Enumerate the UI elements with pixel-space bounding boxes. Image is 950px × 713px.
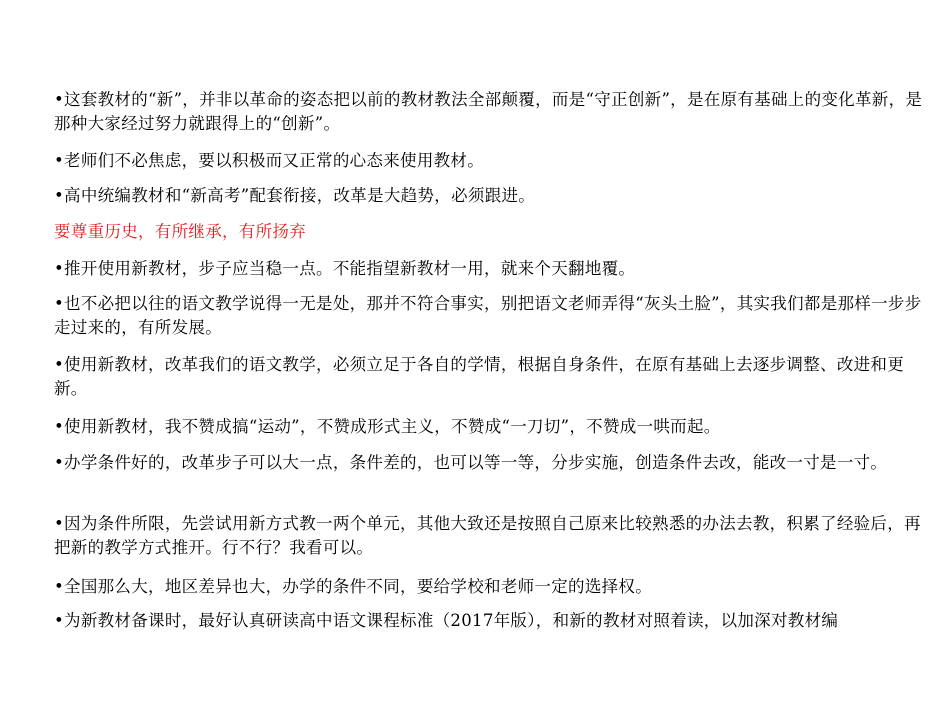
paragraph-try-units: •因为条件所限，先尝试用新方式教一两个单元，其他大致还是按照自己原来比较熟悉的办法去教，积累了经验后，再把新的教学方式推开。行不行？我看可以。	[54, 514, 921, 557]
paragraph-past-teaching: •也不必把以往的语文教学说得一无是处，那并不符合事实，别把语文老师弄得“灰头土脸”，其实我们都是那样一步步走过来的，有所发展。	[54, 294, 922, 337]
paragraph-choice-right: •全国那么大，地区差异也大，办学的条件不同，要给学校和老师一定的选择权。	[54, 577, 653, 596]
section-heading: 要尊重历史，有所继承，有所扬弃	[54, 222, 306, 241]
paragraph-conditions: •办学条件好的，改革步子可以大一点，条件差的，也可以等一等，分步实施，创造条件去改，能改一寸是一寸。	[54, 453, 888, 472]
paragraph-new-gaokao: •高中统编教材和“新高考”配套衔接，改革是大趋势，必须跟进。	[54, 186, 536, 205]
paragraph-no-anxiety: •老师们不必焦虑，要以积极而又正常的心态来使用教材。	[54, 151, 485, 170]
paragraph-steady-steps: •推开使用新教材，步子应当稳一点。不能指望新教材一用，就来个天翻地覆。	[54, 259, 636, 278]
paragraph-curriculum-standard: •为新教材备课时，最好认真研读高中语文课程标准（2017年版），和新的教材对照着读，以加深对教材编	[54, 611, 839, 630]
paragraph-no-campaign: •使用新教材，我不赞成搞“运动”，不赞成形式主义，不赞成“一刀切”，不赞成一哄而起。	[54, 417, 721, 436]
paragraph-student-situation: •使用新教材，改革我们的语文教学，必须立足于各自的学情，根据自身条件，在原有基础上去逐步调整、改进和更新。	[54, 355, 905, 398]
paragraph-new-textbook-meaning: •这套教材的“新”，并非以革命的姿态把以前的教材教法全部颠覆，而是“守正创新”，是在原有基础上的变化革新，是那种大家经过努力就跟得上的“创新”。	[54, 90, 923, 133]
